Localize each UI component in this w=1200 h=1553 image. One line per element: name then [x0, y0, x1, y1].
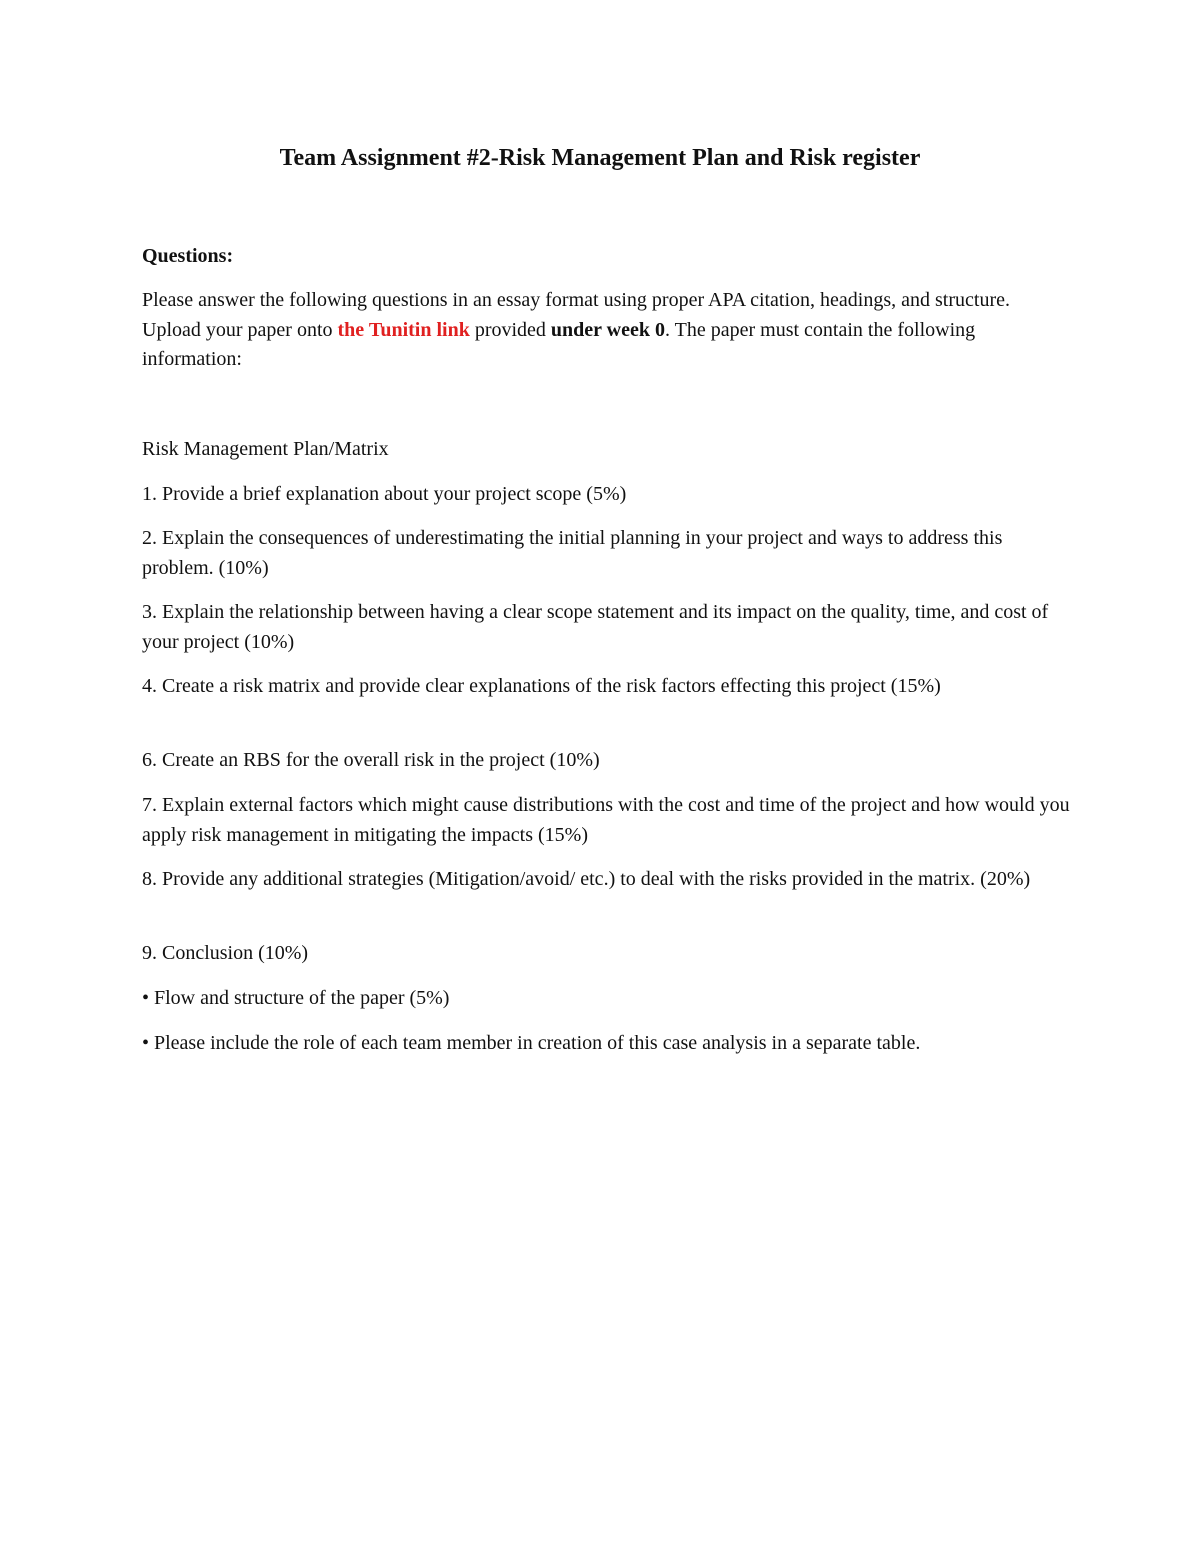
list-item: 6. Create an RBS for the overall risk in the project (10%) — [142, 749, 600, 771]
intro-text-2: provided — [469, 318, 551, 341]
week-reference: under week 0 — [550, 318, 666, 341]
list-item: 9. Conclusion (10%) — [142, 942, 309, 964]
turnitin-link[interactable]: the Tunitin link — [337, 318, 470, 341]
list-item: 4. Create a risk matrix and provide clear explanations of the risk factors effecting this project (15%) — [142, 675, 941, 697]
questions-heading: Questions: — [142, 245, 234, 267]
list-item: 8. Provide any additional strategies (Mitigation/avoid/ etc.) to deal with the risks provided in the matrix. (20%) — [142, 868, 1031, 890]
list-item: 2. Explain the consequences of underestimating the initial planning in your project and ways to address this problem. (10%) — [142, 527, 1003, 579]
list-item: 1. Provide a brief explanation about your project scope (5%) — [142, 483, 627, 505]
list-item: 3. Explain the relationship between having a clear scope statement and its impact on the quality, time, and cost of your project (10%) — [142, 601, 1049, 653]
section-title: Risk Management Plan/Matrix — [142, 438, 389, 460]
intro-paragraph — [142, 286, 1072, 375]
list-item: • Please include the role of each team member in creation of this case analysis in a separate table. — [142, 1032, 921, 1054]
list-item: 7. Explain external factors which might cause distributions with the cost and time of the project and how would you apply risk management in mitigating the impacts (15%) — [142, 794, 1070, 846]
intro-text-3: . The paper must contain the following information: — [142, 318, 976, 370]
list-item: • Flow and structure of the paper (5%) — [142, 987, 450, 1009]
intro-text-1: Please answer the following questions in an essay format using proper APA citation, headings, and structure. Upload your paper onto — [142, 289, 1010, 341]
document-title: Team Assignment #2-Risk Management Plan and Risk register — [279, 145, 921, 171]
